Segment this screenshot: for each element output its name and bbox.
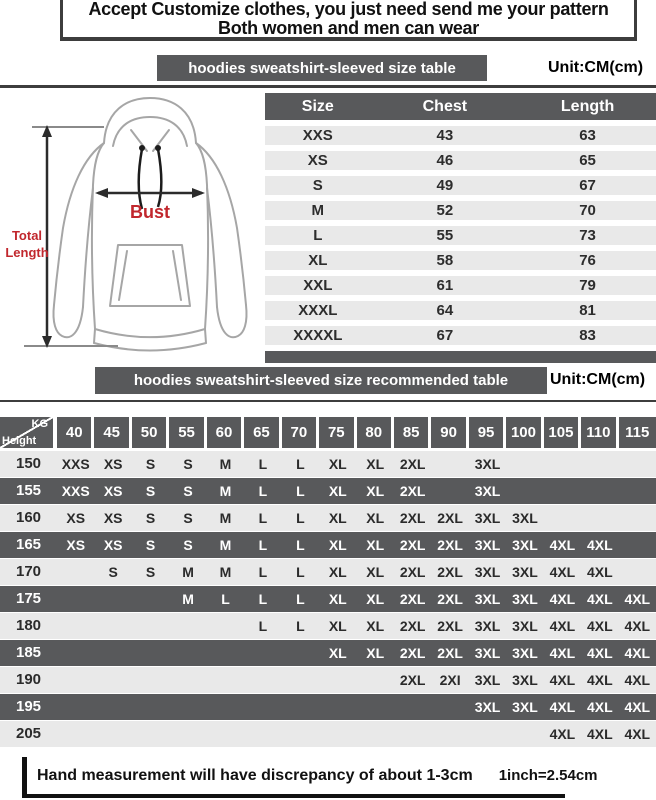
length-cell: 63 xyxy=(579,127,596,144)
recommend-cell: 4XL xyxy=(624,591,651,607)
recommended-table-row xyxy=(0,667,656,693)
recommend-cell: 3XL xyxy=(474,645,501,661)
recommend-cell xyxy=(431,451,468,477)
recommend-cell: XXS xyxy=(61,483,90,499)
recommend-cell: 2XL xyxy=(399,672,426,688)
height-kg-corner-cell xyxy=(0,417,53,448)
recommended-table-row xyxy=(0,586,656,612)
height-row-label: 165 xyxy=(15,536,42,553)
drawstring-tip xyxy=(155,145,161,151)
recommend-cell xyxy=(57,559,94,585)
size-cell: XXXXL xyxy=(293,327,343,344)
recommend-cell xyxy=(207,613,244,639)
recommend-cell: 2XL xyxy=(399,645,426,661)
height-row-label: 175 xyxy=(15,590,42,607)
recommend-cell: 4XL xyxy=(624,699,651,715)
recommend-cell: 3XL xyxy=(474,483,501,499)
chest-cell: 52 xyxy=(436,202,454,219)
kg-column-header: 60 xyxy=(207,417,241,448)
height-row-label: 195 xyxy=(15,698,42,715)
kg-column-header: 45 xyxy=(94,417,128,448)
recommend-cell: 4XL xyxy=(587,699,613,715)
recommend-cell: 4XL xyxy=(549,564,576,580)
recommend-cell xyxy=(619,478,656,504)
recommend-cell: 4XL xyxy=(549,618,576,634)
chest-cell: 58 xyxy=(436,252,454,269)
kg-column-header: 115 xyxy=(619,417,656,448)
recommend-cell xyxy=(581,505,618,531)
recommended-size-table xyxy=(0,417,656,748)
recommend-cell: XL xyxy=(328,618,347,634)
recommend-cell xyxy=(244,667,281,693)
recommend-cell: XL xyxy=(328,564,347,580)
recommend-cell xyxy=(619,559,656,585)
recommend-cell: XL xyxy=(328,645,347,661)
height-row-label: 190 xyxy=(15,671,42,688)
recommend-cell xyxy=(94,586,131,612)
recommend-cell: XL xyxy=(328,510,347,526)
recommend-cell: 3XL xyxy=(474,564,501,580)
recommend-cell xyxy=(431,478,468,504)
recommend-cell xyxy=(57,613,94,639)
unit-label-1: Unit:CM(cm) xyxy=(548,59,644,76)
recommend-cell: XL xyxy=(366,510,385,526)
recommend-cell xyxy=(282,667,319,693)
recommend-cell: 3XL xyxy=(474,618,501,634)
recommend-cell: 4XL xyxy=(587,645,613,661)
recommend-cell: S xyxy=(145,510,156,526)
recommend-cell: 2XL xyxy=(437,591,463,607)
recommend-cell xyxy=(169,613,206,639)
chest-cell: 46 xyxy=(436,152,454,169)
bust-label: Bust xyxy=(130,202,170,222)
recommended-table-title-bar: hoodies sweatshirt-sleeved size recommended table xyxy=(95,367,547,394)
divider-top xyxy=(0,85,656,88)
measurement-arrows xyxy=(24,125,205,348)
recommend-cell: L xyxy=(296,510,305,526)
size-cell: XXXL xyxy=(298,302,338,319)
chest-cell: 67 xyxy=(436,327,454,344)
recommend-cell: 3XL xyxy=(512,537,538,553)
size-table-row xyxy=(265,126,656,145)
recommend-cell: XS xyxy=(66,510,86,526)
recommend-cell: XL xyxy=(366,537,385,553)
recommend-cell xyxy=(282,640,319,666)
recommend-cell: XS xyxy=(103,456,123,472)
recommend-cell: M xyxy=(219,456,232,472)
recommend-cell: L xyxy=(296,591,305,607)
recommend-cell: 2XL xyxy=(437,510,463,526)
recommend-cell xyxy=(244,721,281,747)
chest-cell: 49 xyxy=(436,177,454,194)
kg-column-header: 85 xyxy=(394,417,428,448)
recommend-cell xyxy=(94,640,131,666)
kg-column-header: 50 xyxy=(132,417,166,448)
corner-height-label: Height xyxy=(2,435,37,447)
recommend-cell xyxy=(544,505,581,531)
kg-column-header: 110 xyxy=(581,417,615,448)
recommend-cell xyxy=(319,694,356,720)
recommend-cell: L xyxy=(258,618,268,634)
size-cell: XXS xyxy=(302,127,333,144)
recommend-cell: M xyxy=(219,564,232,580)
hoodie-measurement-diagram xyxy=(0,93,265,361)
size-table-row xyxy=(265,326,656,345)
recommend-cell xyxy=(169,667,206,693)
recommend-cell xyxy=(132,613,169,639)
recommend-cell: 2XL xyxy=(437,564,463,580)
length-cell: 70 xyxy=(579,202,596,219)
kg-column-header: 40 xyxy=(57,417,91,448)
recommend-cell xyxy=(207,694,244,720)
height-row-label: 155 xyxy=(15,482,42,499)
recommend-cell: M xyxy=(182,591,194,607)
recommend-cell xyxy=(357,667,394,693)
recommend-cell xyxy=(394,694,431,720)
recommended-table-row xyxy=(0,721,656,747)
size-column-header: Size xyxy=(301,98,334,115)
kg-column-header: 80 xyxy=(357,417,391,448)
recommend-cell: 3XL xyxy=(474,591,501,607)
recommend-cell xyxy=(57,640,94,666)
kg-column-header: 75 xyxy=(319,417,353,448)
recommend-cell xyxy=(57,721,94,747)
recommend-cell: 3XL xyxy=(474,510,501,526)
recommend-cell: XL xyxy=(328,456,347,472)
recommend-cell xyxy=(506,478,543,504)
drawstring-tip xyxy=(139,145,145,151)
chest-cell: 64 xyxy=(436,302,454,319)
inch-conversion-text: 1inch=2.54cm xyxy=(498,767,598,784)
recommend-cell xyxy=(244,694,281,720)
recommend-cell: 4XL xyxy=(587,672,613,688)
recommend-cell xyxy=(619,451,656,477)
size-table-row xyxy=(265,301,656,320)
recommend-cell: S xyxy=(108,564,118,580)
recommend-cell xyxy=(244,640,281,666)
recommend-cell xyxy=(169,721,206,747)
recommend-cell: XS xyxy=(103,510,123,526)
recommend-cell: XS xyxy=(103,537,123,553)
recommend-cell: 3XL xyxy=(512,591,538,607)
recommend-cell: M xyxy=(219,537,232,553)
recommend-cell: 4XL xyxy=(587,564,613,580)
banner-line-2: Both women and men can wear xyxy=(218,18,479,38)
recommend-cell: 2XL xyxy=(399,510,426,526)
size-cell: XS xyxy=(307,152,328,169)
recommend-cell: 4XL xyxy=(549,699,576,715)
size-table-row xyxy=(265,276,656,295)
length-cell: 73 xyxy=(579,227,596,244)
recommend-cell xyxy=(169,640,206,666)
banner-line-1: Accept Customize clothes, you just need send me your pattern xyxy=(88,0,609,19)
size-table xyxy=(265,93,656,363)
recommend-cell xyxy=(469,721,506,747)
recommend-cell xyxy=(57,667,94,693)
recommended-table-row xyxy=(0,694,656,720)
recommend-cell: S xyxy=(183,483,193,499)
recommend-cell: XL xyxy=(328,591,347,607)
recommend-cell: XL xyxy=(366,591,385,607)
recommend-cell: 4XL xyxy=(624,672,651,688)
recommend-cell: L xyxy=(258,564,268,580)
recommend-cell xyxy=(94,667,131,693)
recommend-cell: L xyxy=(296,618,305,634)
recommend-cell: 4XL xyxy=(587,618,613,634)
recommend-cell xyxy=(357,694,394,720)
size-cell: L xyxy=(313,227,323,244)
recommend-cell: S xyxy=(183,456,193,472)
recommend-cell: XL xyxy=(366,618,385,634)
recommend-cell xyxy=(431,694,468,720)
recommend-cell xyxy=(619,532,656,558)
recommend-cell xyxy=(169,694,206,720)
recommend-cell xyxy=(506,451,543,477)
recommend-cell xyxy=(431,721,468,747)
height-row-label: 170 xyxy=(15,563,42,580)
size-table-row xyxy=(265,226,656,245)
chest-cell: 61 xyxy=(436,277,454,294)
footnote-text: Hand measurement will have discrepancy of about 1-3cm xyxy=(37,766,473,784)
recommend-cell: S xyxy=(183,510,193,526)
recommend-cell: XS xyxy=(103,483,123,499)
size-table-header xyxy=(265,93,656,120)
recommended-table-body xyxy=(0,451,656,747)
recommend-cell: XXS xyxy=(61,456,90,472)
recommended-table-row xyxy=(0,505,656,531)
recommend-cell: S xyxy=(145,456,156,472)
recommend-cell: S xyxy=(145,564,156,580)
recommended-table-header xyxy=(0,417,656,448)
recommend-cell xyxy=(282,721,319,747)
size-table-footer-bar xyxy=(265,351,656,363)
recommend-cell xyxy=(506,721,543,747)
size-table-body xyxy=(265,126,656,345)
recommend-cell: 2XL xyxy=(399,564,426,580)
recommended-table-row xyxy=(0,478,656,504)
recommend-cell: 2XL xyxy=(437,645,463,661)
recommend-cell: 3XL xyxy=(512,618,538,634)
recommend-cell: 2XL xyxy=(399,483,426,499)
recommend-cell: 4XL xyxy=(549,645,576,661)
recommend-cell: 2XI xyxy=(439,672,461,688)
height-row-label: 150 xyxy=(15,455,42,472)
recommend-cell: 3XL xyxy=(512,699,538,715)
recommend-cell: S xyxy=(183,537,193,553)
recommend-cell: 3XL xyxy=(512,645,538,661)
recommend-cell: 3XL xyxy=(512,510,538,526)
recommend-cell xyxy=(132,667,169,693)
recommend-cell xyxy=(581,478,618,504)
total-length-label-line2: Length xyxy=(5,245,49,260)
length-cell: 76 xyxy=(579,252,596,269)
recommended-table-row xyxy=(0,640,656,666)
recommend-cell: XL xyxy=(366,645,385,661)
recommend-cell: L xyxy=(258,456,268,472)
recommend-cell xyxy=(132,721,169,747)
recommend-cell: 3XL xyxy=(474,537,501,553)
recommend-cell xyxy=(544,451,581,477)
recommend-cell xyxy=(132,586,169,612)
recommend-cell: 3XL xyxy=(474,699,501,715)
recommend-cell: 4XL xyxy=(549,726,576,742)
recommend-cell: L xyxy=(258,591,268,607)
size-table-row xyxy=(265,176,656,195)
recommend-cell: L xyxy=(221,591,230,607)
recommend-cell: S xyxy=(145,537,156,553)
recommend-cell: 4XL xyxy=(587,591,613,607)
divider-middle xyxy=(0,400,656,402)
recommend-cell: 2XL xyxy=(399,618,426,634)
recommend-cell xyxy=(319,667,356,693)
length-cell: 79 xyxy=(579,277,596,294)
recommend-cell: S xyxy=(145,483,156,499)
kg-column-header: 90 xyxy=(431,417,465,448)
recommend-cell xyxy=(282,694,319,720)
recommend-cell: L xyxy=(258,483,268,499)
recommend-cell: 3XL xyxy=(474,672,501,688)
recommend-cell: 2XL xyxy=(399,456,426,472)
recommend-cell: 2XL xyxy=(399,591,426,607)
height-row-label: 185 xyxy=(15,644,42,661)
recommend-cell: 2XL xyxy=(399,537,426,553)
recommend-cell xyxy=(94,694,131,720)
recommend-cell xyxy=(581,451,618,477)
recommend-cell: M xyxy=(219,510,232,526)
recommend-cell: 3XL xyxy=(512,564,538,580)
recommend-cell: XL xyxy=(366,456,385,472)
recommend-cell: XL xyxy=(328,483,347,499)
kg-column-header: 100 xyxy=(506,417,540,448)
recommend-cell xyxy=(619,505,656,531)
recommend-cell xyxy=(94,721,131,747)
drawstrings xyxy=(139,149,162,209)
chest-column-header: Chest xyxy=(422,98,468,115)
corner-kg-label: KG xyxy=(31,418,48,430)
recommend-cell: 3XL xyxy=(512,672,538,688)
kg-column-header: 95 xyxy=(469,417,503,448)
recommended-table-row xyxy=(0,613,656,639)
recommend-cell xyxy=(132,694,169,720)
hoodie-outline xyxy=(53,98,246,351)
recommend-cell xyxy=(57,586,94,612)
length-cell: 67 xyxy=(579,177,596,194)
recommended-table-row xyxy=(0,451,656,477)
kg-column-header: 105 xyxy=(544,417,578,448)
recommend-cell: 4XL xyxy=(587,537,613,553)
recommend-cell xyxy=(132,640,169,666)
recommend-cell: 4XL xyxy=(624,645,651,661)
length-cell: 83 xyxy=(579,327,596,344)
footnote-box xyxy=(22,757,598,798)
height-row-label: 205 xyxy=(15,725,42,742)
recommend-cell: L xyxy=(296,564,305,580)
size-table-title-bar: hoodies sweatshirt-sleeved size table xyxy=(157,55,487,81)
size-table-row xyxy=(265,151,656,170)
recommend-cell: 4XL xyxy=(549,672,576,688)
size-table-row xyxy=(265,201,656,220)
recommend-cell xyxy=(207,640,244,666)
recommend-cell xyxy=(207,667,244,693)
recommended-table-row xyxy=(0,532,656,558)
recommend-cell: L xyxy=(296,456,305,472)
recommend-cell: L xyxy=(258,510,268,526)
recommend-cell xyxy=(357,721,394,747)
total-length-label-line1: Total xyxy=(11,228,43,243)
recommend-cell: 2XL xyxy=(437,618,463,634)
recommend-cell: XL xyxy=(328,537,347,553)
height-row-label: 160 xyxy=(15,509,42,526)
recommend-cell: XL xyxy=(366,564,385,580)
chest-cell: 43 xyxy=(436,127,454,144)
size-cell: XL xyxy=(308,252,328,269)
recommend-cell: 3XL xyxy=(474,456,501,472)
recommend-cell: L xyxy=(258,537,268,553)
height-row-label: 180 xyxy=(15,617,42,634)
size-table-row xyxy=(265,251,656,270)
kg-column-header: 55 xyxy=(169,417,203,448)
recommend-cell: L xyxy=(296,483,305,499)
recommend-cell xyxy=(94,613,131,639)
recommend-cell: 4XL xyxy=(624,726,651,742)
recommend-cell: 2XL xyxy=(437,537,463,553)
recommend-cell: 4XL xyxy=(587,726,613,742)
recommend-cell: 4XL xyxy=(624,618,651,634)
recommend-cell: XS xyxy=(66,537,86,553)
length-column-header: Length xyxy=(560,98,615,115)
length-cell: 81 xyxy=(579,302,596,319)
recommended-table-row xyxy=(0,559,656,585)
kg-column-header: 65 xyxy=(244,417,278,448)
recommend-cell xyxy=(544,478,581,504)
recommend-cell xyxy=(57,694,94,720)
recommend-cell: M xyxy=(182,564,194,580)
unit-label-2: Unit:CM(cm) xyxy=(550,371,646,388)
length-cell: 65 xyxy=(579,152,596,169)
recommend-cell xyxy=(319,721,356,747)
customize-banner xyxy=(60,0,637,41)
size-cell: XXL xyxy=(303,277,333,294)
recommend-cell: XL xyxy=(366,483,385,499)
recommend-cell: 4XL xyxy=(549,537,576,553)
size-cell: M xyxy=(311,202,325,219)
recommend-cell: 4XL xyxy=(549,591,576,607)
chest-cell: 55 xyxy=(436,227,454,244)
kg-column-header: 70 xyxy=(282,417,316,448)
recommend-cell xyxy=(207,721,244,747)
size-cell: S xyxy=(312,177,323,194)
recommend-cell: L xyxy=(296,537,305,553)
recommend-cell xyxy=(394,721,431,747)
recommend-cell: M xyxy=(219,483,232,499)
